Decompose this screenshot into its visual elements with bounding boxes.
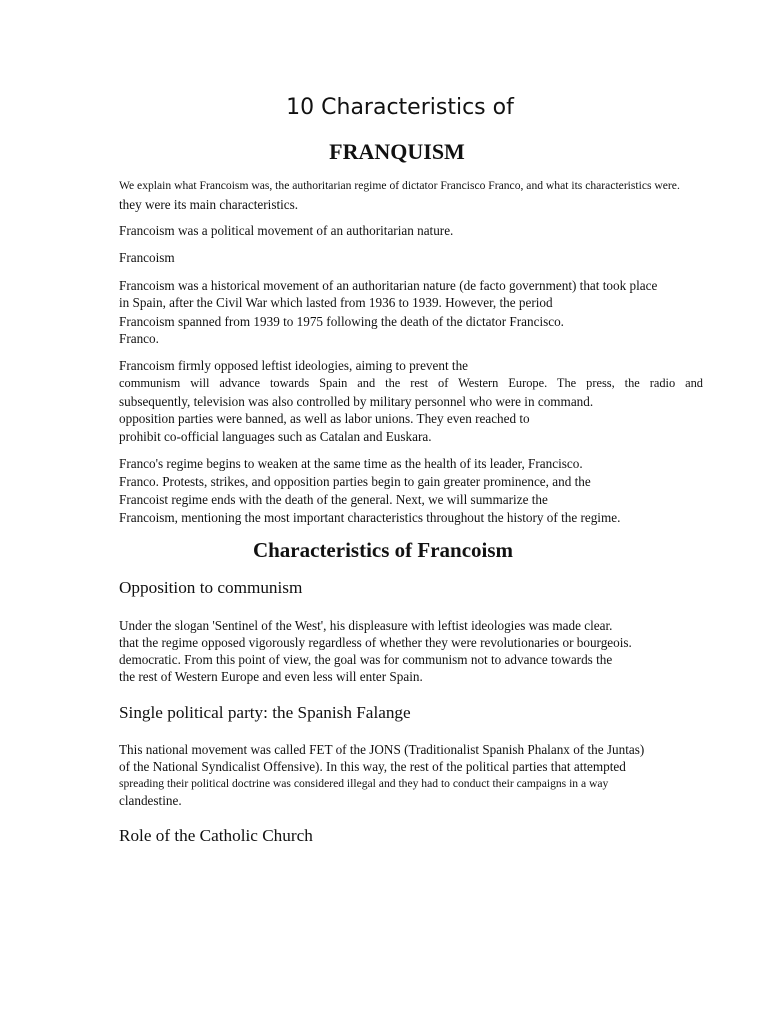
subsection1-line-2: that the regime opposed vigorously regardless of whether they were revolutionaries or bourgeois. (119, 635, 632, 650)
subsection3-heading: Role of the Catholic Church (119, 826, 313, 845)
para3-line-4: Francoism, mentioning the most important characteristics throughout the history of the regime. (119, 510, 621, 525)
subsection2-line-4: clandestine. (119, 793, 182, 808)
para1-line-3: Francoism spanned from 1939 to 1975 following the death of the dictator Francisco. (119, 314, 564, 329)
intro-line-2: they were its main characteristics. (119, 197, 299, 212)
para2-line-1: Francoism firmly opposed leftist ideologies, aiming to prevent the (119, 358, 469, 373)
para3-line-1: Franco's regime begins to weaken at the same time as the health of its leader, Francisco. (119, 456, 583, 471)
subsection2-line-2: of the National Syndicalist Offensive). In this way, the rest of the political parties that attempted (119, 759, 626, 774)
para2-line-2: communism will advance towards Spain and the rest of Western Europe. The press, the radio and (119, 376, 703, 390)
para2-line-4: opposition parties were banned, as well as labor unions. They even reached to (119, 411, 530, 426)
para1-line-2: in Spain, after the Civil War which lasted from 1936 to 1939. However, the period (119, 295, 553, 310)
subsection2-line-3: spreading their political doctrine was considered illegal and they had to conduct their campaigns in a way (119, 777, 609, 790)
subsection1-line-4: the rest of Western Europe and even less will enter Spain. (119, 669, 423, 684)
subsection2-heading: Single political party: the Spanish Falange (119, 703, 411, 722)
document-subtitle: FRANQUISM (329, 139, 465, 164)
para2-line-3: subsequently, television was also controlled by military personnel who were in command. (119, 394, 594, 409)
para3-line-2: Franco. Protests, strikes, and opposition parties begin to gain greater prominence, and the (119, 474, 591, 489)
subsection1-line-3: democratic. From this point of view, the goal was for communism not to advance towards the (119, 652, 613, 667)
section-heading: Characteristics of Francoism (252, 538, 514, 562)
subsection1-line-1: Under the slogan 'Sentinel of the West', his displeasure with leftist ideologies was made clear. (119, 618, 613, 633)
section-label: Francoism (119, 250, 175, 265)
para3-line-3: Francoist regime ends with the death of the general. Next, we will summarize the (119, 492, 548, 507)
para1-line-4: Franco. (119, 331, 159, 346)
summary-text: Francoism was a political movement of an authoritarian nature. (119, 223, 454, 238)
subsection2-line-1: This national movement was called FET of the JONS (Traditionalist Spanish Phalanx of the Juntas) (119, 742, 645, 757)
intro-line-1: We explain what Francoism was, the authoritarian regime of dictator Francisco Franco, and what its characteristics were. (119, 179, 680, 192)
para1-line-1: Francoism was a historical movement of an authoritarian nature (de facto government) that took place (119, 278, 658, 293)
para2-line-5: prohibit co-official languages such as Catalan and Euskara. (119, 429, 432, 444)
subsection1-heading: Opposition to communism (119, 578, 303, 597)
document-title: 10 Characteristics of (286, 95, 514, 120)
